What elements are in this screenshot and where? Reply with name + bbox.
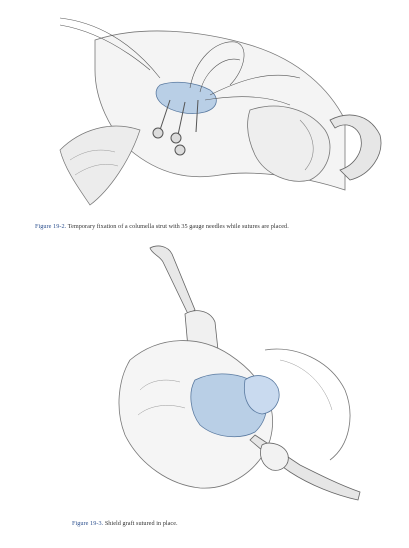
retractor-handle-top [150,246,195,314]
figure-19-2-text: Temporary fixation of a columella strut with 35 gauge needles while sutures are placed. [67,223,289,230]
figure-19-3-caption [72,520,178,527]
retractor-loop [260,443,288,470]
figure-19-3-text: Shield graft sutured in place. [104,520,178,527]
skin-flap-left [60,126,140,205]
figure-19-2-label: Figure 19-2. [35,223,67,230]
figure-19-2-illustration [0,0,409,212]
figure-19-3-label: Figure 19-3. [72,520,104,527]
figure-19-2-caption [35,223,289,230]
figure-19-3-illustration [0,240,409,528]
figure-19-2 [0,0,409,212]
figure-19-3 [0,240,409,528]
